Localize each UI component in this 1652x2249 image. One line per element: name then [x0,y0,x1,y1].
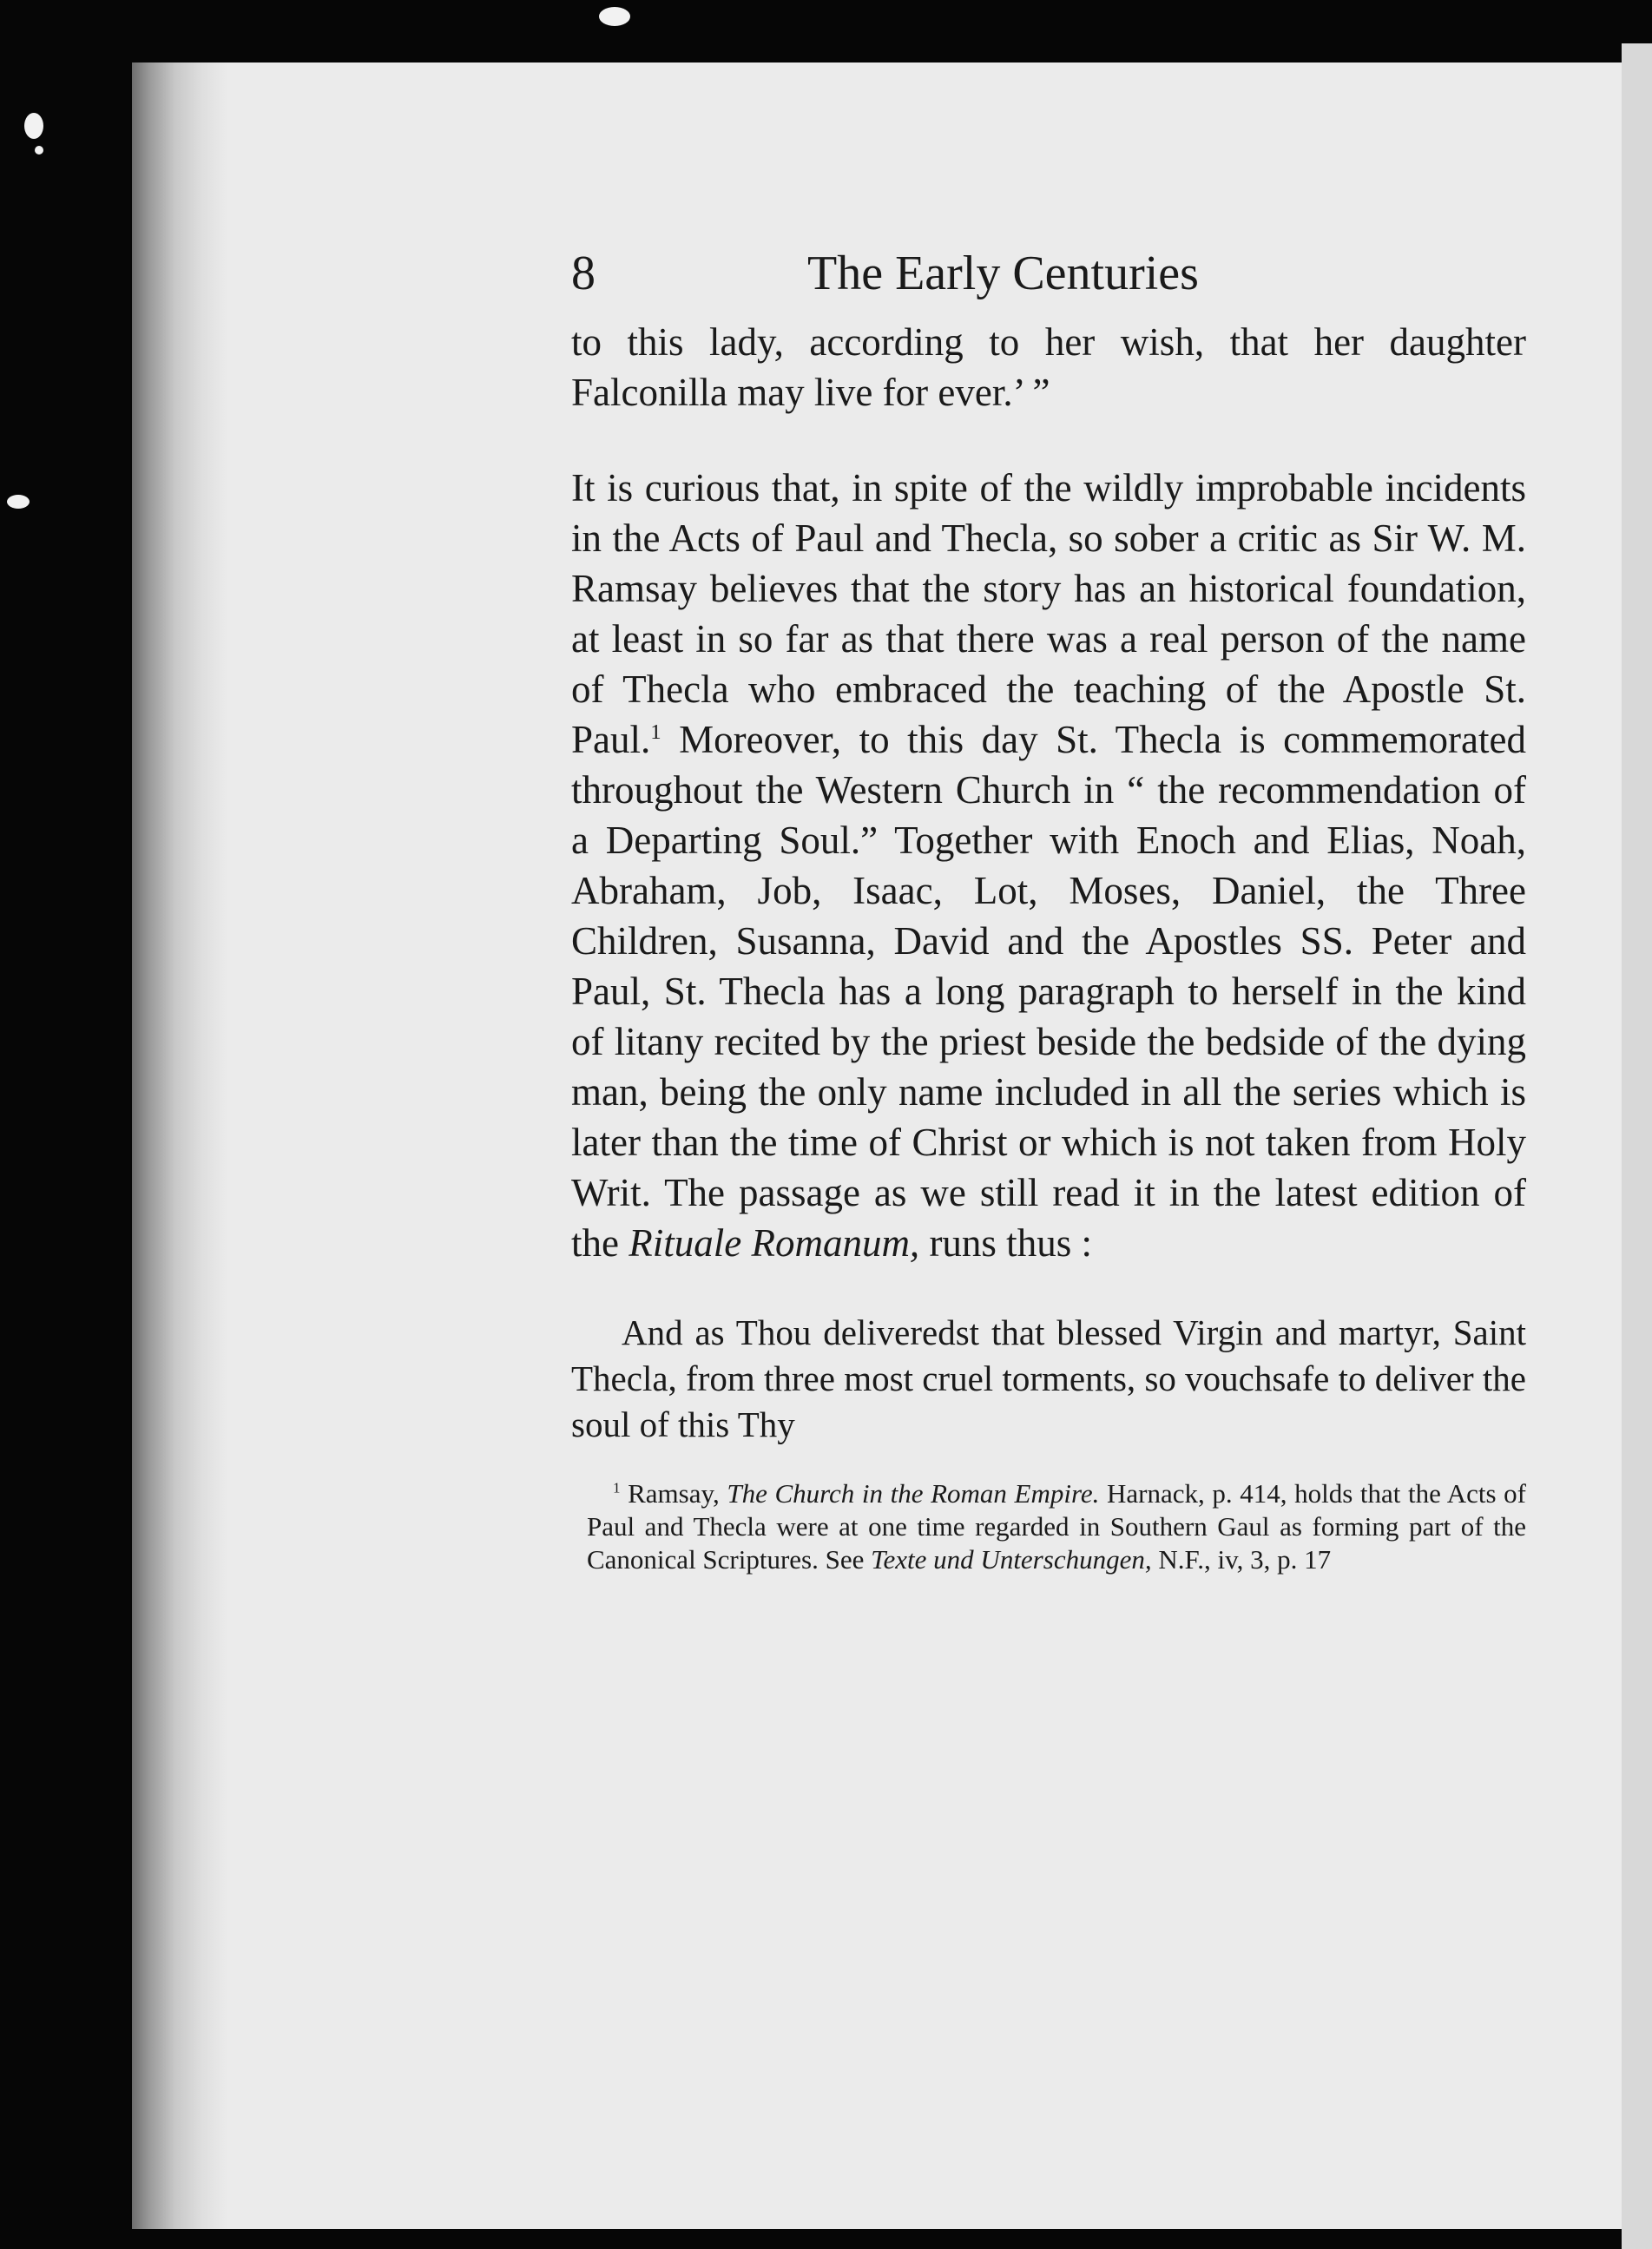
paragraph-text: Moreover, to this day St. Thecla is commemorated throughout the Western Church in “ the recommendation of a Departing Soul.” Together with Enoch and Elias, Noah, Abraham, Job, Isaac, Lot, Moses, Daniel, the Three Children, Susanna, David and the Apostles SS. Peter and Paul, St. Thecla has a long paragraph to herself in the kind of litany recited by the priest beside the bedside of the dying man, being the only name included in all the series which is later than the time of Christ or which is not taken from Holy Writ. The passage as we still read it in the latest edition of the [571,718,1526,1265]
footnote-text: Harnack, p. 414, holds that the Acts of Paul and Thecla were at one time regarded in Southern Gaul as forming part of the Canonical Scriptures. See [587,1478,1526,1575]
footnote-italic: Texte und Unterschungen, [871,1544,1152,1575]
main-paragraph [571,463,1526,1268]
scan-speck [599,7,630,26]
paragraph-text: It is curious that, in spite of the wildly improbable incidents in the Acts of Paul and Thecla, so sober a critic as Sir W. M. Ramsay believes that the story has an historical foundation, at least in so far as that there was a real person of the name of Thecla who embraced the teaching of the Apostle St. Paul. [571,466,1526,761]
footnote-reference: 1 [650,720,661,744]
footnote-marker: 1 [613,1479,621,1496]
footnote-text: Ramsay, [620,1478,727,1509]
page-gutter-shadow [132,62,227,2229]
paragraph-text: runs thus : [919,1221,1092,1265]
page-right-edge [1622,43,1652,2249]
page-number: 8 [571,247,596,300]
text-block [571,239,1526,1576]
footnote [587,1477,1526,1576]
italic-title: Rituale Romanum, [629,1221,920,1265]
continuation-paragraph: to this lady, according to her wish, that her daughter Falconilla may live for ever.’ ” [571,320,1526,414]
running-head [571,239,1526,308]
scan-speck [24,113,43,139]
footnote-italic: The Church in the Roman Empire. [727,1478,1100,1509]
footnote-text: N.F., iv, 3, p. 17 [1151,1544,1332,1575]
page-title: The Early Centuries [807,247,1199,300]
scan-speck [7,495,30,509]
scan-speck [35,146,43,155]
block-quote: And as Thou deliveredst that blessed Virgin and martyr, Saint Thecla, from three most cruel torments, so vouchsafe to deliver the soul of this Thy [571,1312,1526,1444]
